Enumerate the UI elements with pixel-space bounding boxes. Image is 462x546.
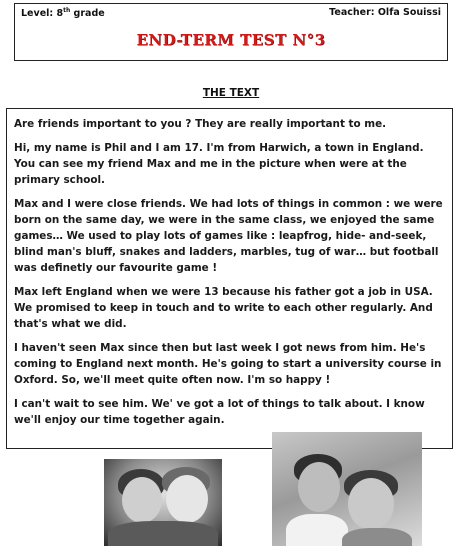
man-left-face [298, 462, 340, 512]
boy-right-face [166, 475, 208, 523]
childhood-photo [104, 459, 222, 546]
paragraph-6: I can't wait to see him. We' ve got a lot of things to talk about. I know we'll enjoy our time together again. [14, 398, 425, 426]
reading-text-box [6, 108, 453, 449]
paragraph-2: Hi, my name is Phil and I am 17. I'm from Harwich, a town in England. You can see my friend Max and me in the picture when were at the primary school. [14, 142, 424, 186]
man-right-face [348, 478, 394, 530]
test-title: END-TERM TEST N°3 [136, 31, 326, 49]
man-right-shirt [342, 528, 412, 546]
boy-left-face [122, 477, 162, 523]
boys-shirts [108, 521, 218, 546]
paragraph-5: I haven't seen Max since then but last week I got news from him. He's coming to England next month. He's going to start a university course in Oxford. So, we'll meet quite often now. I'm so happy ! [14, 342, 442, 386]
teacher-label: Teacher: Olfa Souissi [329, 7, 441, 18]
teenage-photo [272, 432, 422, 546]
paragraph-1: Are friends important to you ? They are really important to me. [14, 118, 387, 130]
header-box [14, 3, 448, 61]
paragraph-3: Max and I were close friends. We had lots of things in common : we were born on the same day, we were in the same class, we enjoyed the same games… We used to play lots of games like : leapfrog, hide- and-seek, blind man's bluff, snakes and ladders, marbles, tug of war… but football was definetly our favourite game ! [14, 198, 443, 274]
section-heading: THE TEXT [202, 87, 260, 99]
level-suffix: grade [70, 8, 105, 20]
paragraph-4: Max left England when we were 13 because his father got a job in USA. We promised to keep in touch and to write to each other regularly. And that's what we did. [14, 286, 433, 330]
level-prefix: Level: 8 [21, 8, 64, 20]
level-label [21, 7, 105, 19]
level-superscript: th [63, 7, 71, 14]
man-left-shirt [286, 514, 348, 546]
